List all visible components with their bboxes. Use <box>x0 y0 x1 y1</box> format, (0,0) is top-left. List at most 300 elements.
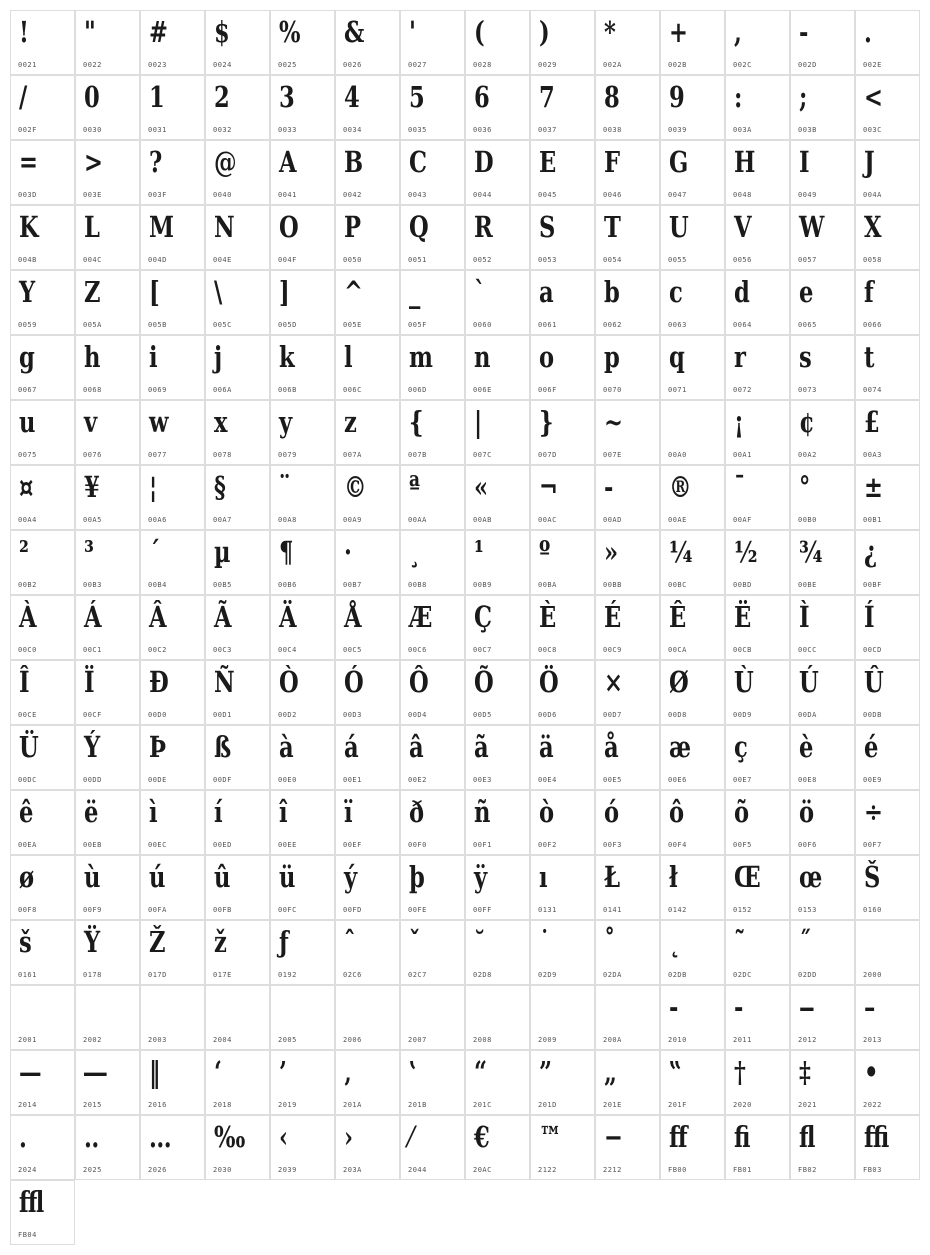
glyph-cell <box>530 270 595 335</box>
glyph-cell <box>855 205 920 270</box>
glyph-codepoint: 017E <box>213 971 232 979</box>
glyph-cell <box>725 10 790 75</box>
glyph-sample: á <box>344 730 359 764</box>
glyph-sample: ± <box>864 470 883 504</box>
glyph-cell <box>335 465 400 530</box>
glyph-cell <box>205 920 270 985</box>
glyph-cell <box>595 1050 660 1115</box>
glyph-cell <box>140 205 205 270</box>
glyph-sample: Æ <box>409 600 433 634</box>
glyph-sample: ﬄ <box>19 1185 45 1219</box>
glyph-sample: c <box>669 275 683 309</box>
glyph-cell <box>790 920 855 985</box>
glyph-codepoint: 00CE <box>18 711 37 719</box>
glyph-sample: F <box>604 145 621 179</box>
glyph-cell <box>790 855 855 920</box>
glyph-sample: R <box>474 210 493 244</box>
glyph-codepoint: 0077 <box>148 451 167 459</box>
glyph-codepoint: 0074 <box>863 386 882 394</box>
glyph-codepoint: 201C <box>473 1101 492 1109</box>
glyph-cell <box>10 595 75 660</box>
glyph-cell <box>790 530 855 595</box>
glyph-cell <box>595 1115 660 1180</box>
glyph-codepoint: 00A0 <box>668 451 687 459</box>
glyph-codepoint: 0021 <box>18 61 37 69</box>
glyph-sample: º <box>539 535 551 569</box>
glyph-codepoint: 002B <box>668 61 687 69</box>
glyph-sample: ¼ <box>669 535 693 569</box>
glyph-codepoint: 0043 <box>408 191 427 199</box>
glyph-cell <box>660 140 725 205</box>
glyph-cell <box>660 335 725 400</box>
glyph-cell <box>725 920 790 985</box>
glyph-cell <box>270 1050 335 1115</box>
glyph-codepoint: 0078 <box>213 451 232 459</box>
glyph-codepoint: 00A9 <box>343 516 362 524</box>
glyph-cell <box>725 790 790 855</box>
glyph-sample: ¥ <box>84 470 100 504</box>
glyph-codepoint: 0039 <box>668 126 687 134</box>
glyph-sample: f <box>864 275 874 309</box>
glyph-sample: ö <box>799 795 815 829</box>
glyph-sample: Ó <box>344 665 364 699</box>
glyph-codepoint: 2212 <box>603 1166 622 1174</box>
glyph-cell <box>530 10 595 75</box>
glyph-cell <box>140 985 205 1050</box>
glyph-sample: T <box>604 210 621 244</box>
glyph-sample: w <box>149 405 169 439</box>
glyph-cell <box>140 920 205 985</box>
glyph-sample: ․ <box>19 1120 27 1154</box>
glyph-codepoint: 2020 <box>733 1101 752 1109</box>
glyph-sample: ø <box>19 860 35 894</box>
glyph-cell <box>75 725 140 790</box>
glyph-codepoint: 02C7 <box>408 971 427 979</box>
glyph-codepoint: 2000 <box>863 971 882 979</box>
glyph-cell <box>335 1115 400 1180</box>
glyph-cell <box>855 75 920 140</box>
glyph-sample <box>84 991 92 1024</box>
glyph-codepoint: 00DA <box>798 711 817 719</box>
glyph-sample: … <box>149 1120 172 1154</box>
glyph-sample: ê <box>19 795 34 829</box>
glyph-sample: ó <box>604 795 620 829</box>
glyph-codepoint: 0023 <box>148 61 167 69</box>
glyph-cell <box>725 75 790 140</box>
glyph-cell <box>530 335 595 400</box>
glyph-codepoint: 02DA <box>603 971 622 979</box>
glyph-cell <box>465 595 530 660</box>
glyph-cell <box>465 1050 530 1115</box>
glyph-cell <box>205 595 270 660</box>
glyph-cell <box>595 725 660 790</box>
glyph-codepoint: 2007 <box>408 1036 427 1044</box>
glyph-sample: ’ <box>279 1055 287 1089</box>
glyph-sample: õ <box>734 795 750 829</box>
glyph-cell <box>10 75 75 140</box>
glyph-codepoint: 00E7 <box>733 776 752 784</box>
glyph-sample: Ø <box>669 665 689 699</box>
glyph-codepoint: 007E <box>603 451 622 459</box>
glyph-sample: Ç <box>474 600 493 634</box>
glyph-sample: î <box>279 795 288 829</box>
glyph-sample: à <box>279 730 294 764</box>
glyph-cell <box>855 1050 920 1115</box>
glyph-grid <box>10 10 920 1245</box>
glyph-codepoint: 0153 <box>798 906 817 914</box>
glyph-sample: 4 <box>344 80 360 114</box>
glyph-codepoint: 0041 <box>278 191 297 199</box>
glyph-codepoint: 00D3 <box>343 711 362 719</box>
glyph-cell <box>855 660 920 725</box>
glyph-cell <box>205 335 270 400</box>
glyph-codepoint: 0046 <box>603 191 622 199</box>
glyph-cell <box>335 530 400 595</box>
glyph-codepoint: 00B5 <box>213 581 232 589</box>
glyph-codepoint: 0058 <box>863 256 882 264</box>
glyph-codepoint: 0029 <box>538 61 557 69</box>
glyph-cell <box>270 595 335 660</box>
glyph-codepoint: 2030 <box>213 1166 232 1174</box>
glyph-sample: ~ <box>604 405 623 439</box>
glyph-codepoint: 2044 <box>408 1166 427 1174</box>
glyph-sample: ´ <box>149 535 161 569</box>
glyph-sample: Q <box>409 210 429 244</box>
glyph-codepoint: 007C <box>473 451 492 459</box>
glyph-codepoint: 00B7 <box>343 581 362 589</box>
glyph-cell <box>595 205 660 270</box>
glyph-cell <box>790 790 855 855</box>
glyph-cell <box>270 10 335 75</box>
glyph-sample: « <box>474 470 489 504</box>
glyph-cell <box>400 75 465 140</box>
glyph-cell <box>595 335 660 400</box>
glyph-codepoint: 0060 <box>473 321 492 329</box>
glyph-codepoint: 002F <box>18 126 37 134</box>
glyph-codepoint: 003B <box>798 126 817 134</box>
glyph-codepoint: 00B3 <box>83 581 102 589</box>
glyph-sample: ‟ <box>669 1055 683 1089</box>
glyph-cell <box>400 855 465 920</box>
glyph-sample: ñ <box>474 795 491 829</box>
glyph-cell <box>335 985 400 1050</box>
glyph-codepoint: 0161 <box>18 971 37 979</box>
glyph-codepoint: 0059 <box>18 321 37 329</box>
glyph-cell <box>140 400 205 465</box>
glyph-codepoint: 0022 <box>83 61 102 69</box>
glyph-sample: 5 <box>409 80 425 114</box>
glyph-cell <box>400 205 465 270</box>
glyph-sample: Â <box>149 600 167 634</box>
glyph-sample: ÷ <box>864 795 883 829</box>
glyph-cell <box>10 660 75 725</box>
glyph-cell <box>725 335 790 400</box>
glyph-sample: O <box>279 210 299 244</box>
glyph-sample: Ì <box>799 600 810 634</box>
glyph-sample: × <box>604 665 623 699</box>
glyph-cell <box>75 660 140 725</box>
glyph-codepoint: 00E1 <box>343 776 362 784</box>
glyph-cell <box>75 920 140 985</box>
glyph-sample: J <box>864 145 875 179</box>
glyph-codepoint: 00DF <box>213 776 232 784</box>
glyph-codepoint: 0142 <box>668 906 687 914</box>
glyph-cell <box>270 400 335 465</box>
glyph-codepoint: 00B4 <box>148 581 167 589</box>
glyph-codepoint: 005B <box>148 321 167 329</box>
glyph-codepoint: 003E <box>83 191 102 199</box>
glyph-codepoint: 0071 <box>668 386 687 394</box>
glyph-codepoint: 2122 <box>538 1166 557 1174</box>
glyph-codepoint: 2014 <box>18 1101 37 1109</box>
glyph-cell <box>270 335 335 400</box>
glyph-sample: Ë <box>734 600 752 634</box>
glyph-cell <box>530 1050 595 1115</box>
glyph-codepoint: 004D <box>148 256 167 264</box>
glyph-cell <box>790 595 855 660</box>
glyph-codepoint: 00F4 <box>668 841 687 849</box>
glyph-codepoint: 00E5 <box>603 776 622 784</box>
glyph-cell <box>855 335 920 400</box>
glyph-codepoint: 0068 <box>83 386 102 394</box>
glyph-sample: E <box>539 145 557 179</box>
glyph-sample: W <box>799 210 825 244</box>
glyph-codepoint: 006C <box>343 386 362 394</box>
glyph-sample: ƒ <box>279 925 289 959</box>
glyph-sample: m <box>409 340 433 374</box>
glyph-cell <box>270 1115 335 1180</box>
glyph-codepoint: 0073 <box>798 386 817 394</box>
glyph-cell <box>10 530 75 595</box>
glyph-codepoint: 00EB <box>83 841 102 849</box>
glyph-cell <box>465 725 530 790</box>
glyph-sample: ð <box>409 795 425 829</box>
glyph-codepoint: 0030 <box>83 126 102 134</box>
glyph-sample: † <box>734 1055 746 1089</box>
glyph-sample: j <box>214 340 223 374</box>
glyph-sample: | <box>474 405 483 439</box>
glyph-cell <box>725 205 790 270</box>
glyph-cell <box>400 660 465 725</box>
glyph-cell <box>400 400 465 465</box>
glyph-sample: ¯ <box>734 470 746 504</box>
glyph-cell <box>855 1115 920 1180</box>
glyph-sample: ™ <box>539 1120 562 1154</box>
glyph-codepoint: 00AB <box>473 516 492 524</box>
glyph-codepoint: 00F1 <box>473 841 492 849</box>
glyph-codepoint: 2008 <box>473 1036 492 1044</box>
glyph-codepoint: FB00 <box>668 1166 687 1174</box>
glyph-codepoint: 005F <box>408 321 427 329</box>
glyph-cell <box>400 1050 465 1115</box>
glyph-codepoint: 0035 <box>408 126 427 134</box>
glyph-sample: t <box>864 340 875 374</box>
glyph-cell <box>465 75 530 140</box>
glyph-sample: M <box>149 210 175 244</box>
glyph-cell <box>400 1115 465 1180</box>
glyph-sample: å <box>604 730 619 764</box>
glyph-cell <box>10 920 75 985</box>
glyph-cell <box>75 205 140 270</box>
glyph-sample: N <box>214 210 235 244</box>
glyph-sample: p <box>604 340 620 374</box>
glyph-sample <box>344 991 352 1024</box>
glyph-cell <box>270 985 335 1050</box>
glyph-codepoint: 00BB <box>603 581 622 589</box>
glyph-sample: ú <box>149 860 166 894</box>
glyph-sample: ‹ <box>279 1120 289 1154</box>
glyph-sample: / <box>19 80 28 114</box>
glyph-codepoint: 00D7 <box>603 711 622 719</box>
glyph-cell <box>660 205 725 270</box>
glyph-sample: U <box>669 210 689 244</box>
glyph-cell <box>855 465 920 530</box>
glyph-cell <box>790 985 855 1050</box>
glyph-sample: ù <box>84 860 101 894</box>
glyph-codepoint: 2001 <box>18 1036 37 1044</box>
glyph-codepoint: 00C3 <box>213 646 232 654</box>
glyph-sample: ﬂ <box>799 1120 816 1154</box>
glyph-codepoint: 00DC <box>18 776 37 784</box>
glyph-sample: q <box>669 340 685 374</box>
glyph-codepoint: 00B1 <box>863 516 882 524</box>
glyph-codepoint: 00EE <box>278 841 297 849</box>
glyph-cell <box>205 140 270 205</box>
glyph-cell <box>75 1050 140 1115</box>
glyph-codepoint: 2015 <box>83 1101 102 1109</box>
glyph-sample: ^ <box>344 275 363 309</box>
glyph-cell <box>400 595 465 660</box>
glyph-cell <box>790 725 855 790</box>
glyph-sample: ‑ <box>734 990 744 1024</box>
glyph-codepoint: 00F6 <box>798 841 817 849</box>
glyph-sample: * <box>604 15 616 49</box>
glyph-codepoint: 00C8 <box>538 646 557 654</box>
glyph-sample: z <box>344 405 357 439</box>
glyph-codepoint: 00FE <box>408 906 427 914</box>
glyph-codepoint: 00D9 <box>733 711 752 719</box>
glyph-sample: “ <box>474 1055 488 1089</box>
glyph-sample: ® <box>669 470 692 504</box>
glyph-codepoint: 0061 <box>538 321 557 329</box>
glyph-sample: { <box>409 405 424 439</box>
glyph-codepoint: 00C7 <box>473 646 492 654</box>
glyph-cell <box>400 725 465 790</box>
glyph-sample <box>539 991 547 1024</box>
glyph-sample: • <box>864 1055 879 1089</box>
glyph-sample: ª <box>409 470 421 504</box>
glyph-sample: 0 <box>84 80 100 114</box>
glyph-codepoint: 2012 <box>798 1036 817 1044</box>
glyph-cell <box>205 205 270 270</box>
glyph-sample: Õ <box>474 665 494 699</box>
glyph-codepoint: 2018 <box>213 1101 232 1109</box>
glyph-cell <box>465 530 530 595</box>
glyph-cell <box>75 335 140 400</box>
glyph-codepoint: 00F3 <box>603 841 622 849</box>
glyph-codepoint: 201B <box>408 1101 427 1109</box>
glyph-cell <box>660 530 725 595</box>
glyph-codepoint: 00FD <box>343 906 362 914</box>
glyph-cell <box>855 985 920 1050</box>
glyph-codepoint: 00DD <box>83 776 102 784</box>
glyph-cell <box>335 595 400 660</box>
glyph-codepoint: FB02 <box>798 1166 817 1174</box>
glyph-codepoint: 00D2 <box>278 711 297 719</box>
glyph-codepoint: 0037 <box>538 126 557 134</box>
glyph-codepoint: 00C1 <box>83 646 102 654</box>
glyph-cell <box>205 270 270 335</box>
glyph-cell <box>400 790 465 855</box>
glyph-sample: ì <box>149 795 158 829</box>
glyph-sample: Ÿ <box>84 925 101 959</box>
glyph-cell <box>140 335 205 400</box>
glyph-codepoint: 0070 <box>603 386 622 394</box>
glyph-codepoint: 0047 <box>668 191 687 199</box>
glyph-codepoint: 2016 <box>148 1101 167 1109</box>
glyph-sample: + <box>669 15 688 49</box>
glyph-sample: ß <box>214 730 232 764</box>
glyph-sample: ¤ <box>19 470 34 504</box>
glyph-sample: Á <box>84 600 102 634</box>
glyph-sample: Y <box>19 275 36 309</box>
glyph-cell <box>75 790 140 855</box>
glyph-codepoint: 00AC <box>538 516 557 524</box>
glyph-sample: ł <box>669 860 678 894</box>
glyph-cell <box>75 855 140 920</box>
glyph-cell <box>75 595 140 660</box>
glyph-cell <box>790 75 855 140</box>
glyph-sample: ³ <box>84 535 94 569</box>
glyph-cell <box>530 205 595 270</box>
glyph-sample: ‰ <box>214 1120 246 1154</box>
glyph-sample: , <box>734 15 742 49</box>
glyph-codepoint: 00EF <box>343 841 362 849</box>
glyph-cell <box>270 790 335 855</box>
glyph-cell <box>530 465 595 530</box>
glyph-codepoint: 2024 <box>18 1166 37 1174</box>
glyph-sample: D <box>474 145 494 179</box>
glyph-codepoint: 00AE <box>668 516 687 524</box>
glyph-sample <box>149 991 157 1024</box>
glyph-codepoint: 0064 <box>733 321 752 329</box>
glyph-codepoint: 00C5 <box>343 646 362 654</box>
glyph-codepoint: 0178 <box>83 971 102 979</box>
glyph-sample: . <box>864 15 872 49</box>
glyph-codepoint: 005E <box>343 321 362 329</box>
glyph-sample: ˆ <box>344 925 356 959</box>
glyph-sample <box>214 991 222 1024</box>
glyph-sample: ‡ <box>799 1055 811 1089</box>
glyph-codepoint: 017D <box>148 971 167 979</box>
glyph-cell <box>465 985 530 1050</box>
glyph-cell <box>725 465 790 530</box>
glyph-cell <box>530 1115 595 1180</box>
glyph-cell <box>855 920 920 985</box>
glyph-cell <box>855 725 920 790</box>
glyph-codepoint: 02D9 <box>538 971 557 979</box>
glyph-cell <box>465 400 530 465</box>
glyph-cell <box>465 335 530 400</box>
glyph-cell <box>75 465 140 530</box>
glyph-cell <box>10 790 75 855</box>
glyph-sample: ë <box>84 795 99 829</box>
glyph-sample: A <box>279 145 297 179</box>
glyph-codepoint: 00AF <box>733 516 752 524</box>
glyph-codepoint: 00D4 <box>408 711 427 719</box>
glyph-sample: u <box>19 405 36 439</box>
glyph-cell <box>725 725 790 790</box>
